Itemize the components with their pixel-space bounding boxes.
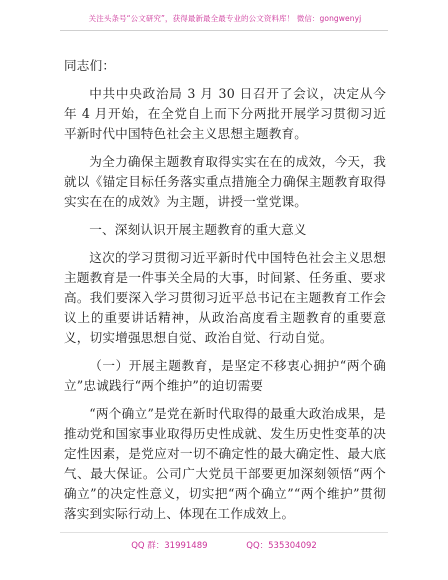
paragraph-3: 这次的学习贯彻习近平新时代中国特色社会主义思想主题教育是一件事关全局的大事，时间紧、任务重、要求高。我们要深入学习贯彻习近平总书记在主题教育工作会议上的重要讲话精神，从政治高度看主题教育的重要意义，切实增强思想自觉、政治自觉、行动自觉。: [64, 250, 386, 345]
footer-divider: [60, 532, 388, 533]
footer-qq-group: QQ 群：31991489: [131, 541, 208, 551]
paragraph-2: 为全力确保主题教育取得实实在在的成效，今天，我就以《锚定目标任务落实重点措施全力确保主题教育取得实实在在的成效》为主题，讲授一堂党课。: [64, 154, 386, 209]
subsection-heading-1: （一）开展主题教育，是坚定不移衷心拥护“两个确立”忠诚践行“两个维护”的迫切需要: [64, 358, 386, 393]
document-body: [64, 56, 386, 532]
header-banner: 关注头条号“公文研究”，获得最新最全最专业的公文资料库！ 微信：gongwenyj: [88, 14, 362, 23]
footer-qq-number: QQ：535304092: [246, 541, 317, 551]
salutation: 同志们：: [64, 58, 116, 73]
header-divider: [60, 30, 388, 31]
paragraph-1: 中共中央政治局 3 月 30 日召开了会议，决定从今年 4 月开始，在全党自上而下分两批开展学习贯彻习近平新时代中国特色社会主义思想主题教育。: [64, 86, 386, 141]
paragraph-4: “两个确立”是党在新时代取得的最重大政治成果，是推动党和国家事业取得历史性成就、发生历史性变革的决定性因素，是党应对一切不确定性的最大确定性、最大底气、最大保证。公司广大党员干部要更加深刻领悟“两个确立”的决定性意义，切实把“两个确立”“两个维护”贯彻落实到实际行动上、体现在工作成效上。: [64, 406, 386, 521]
footer: [0, 538, 448, 554]
section-heading-1: 一、深刻认识开展主题教育的重大意义: [89, 222, 307, 237]
